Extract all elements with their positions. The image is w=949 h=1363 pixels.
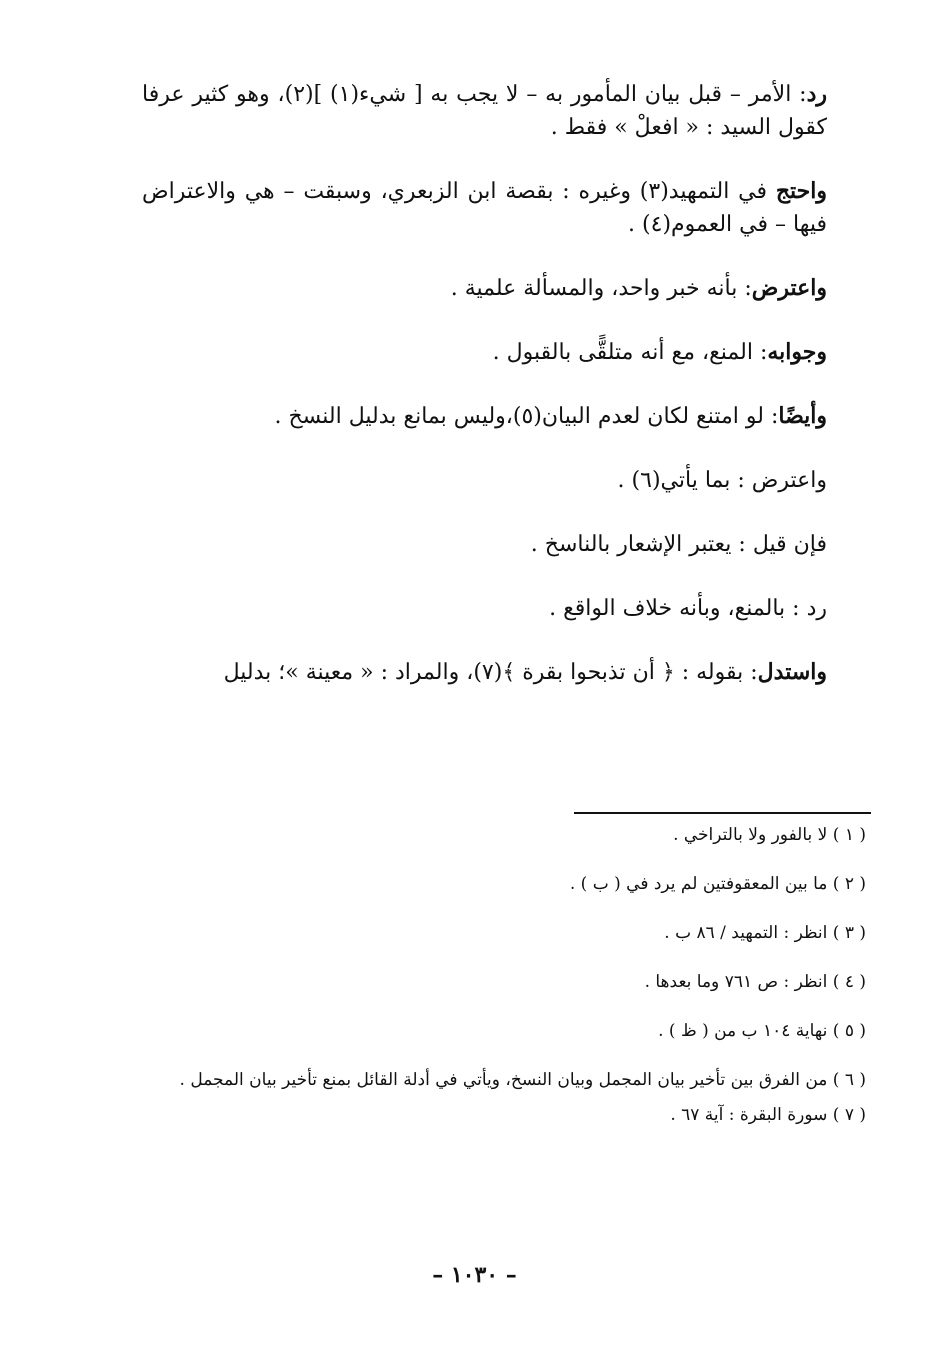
- paragraph: [142, 464, 827, 497]
- footnote: ( ١ ) لا بالفور ولا بالتراخي .: [673, 825, 866, 845]
- paragraph-text: رد : بالمنع، وبأنه خلاف الواقع .: [549, 596, 827, 621]
- footnote: ( ٢ ) ما بين المعقوفتين لم يرد في ( ب ) .: [569, 874, 866, 894]
- paragraph-lead-word: وجوابه: [767, 339, 827, 365]
- paragraph: [142, 336, 827, 369]
- paragraph-text: : بقوله : ﴿ أن تذبحوا بقرة ﴾(٧)، والمراد : « معينة »؛ بدليل: [223, 660, 758, 685]
- main-text: [142, 78, 827, 720]
- footnote: ( ٣ ) انظر : التمهيد / ٨٦ ب .: [664, 923, 866, 943]
- paragraph-text: : الأمر – قبل بيان المأمور به – لا يجب به [ شيء(١) ](٢)، وهو كثير عرفا كقول السيد : « افعلْ » فقط .: [142, 82, 827, 140]
- footnote-divider: [574, 812, 871, 814]
- paragraph: [142, 528, 827, 561]
- paragraph: [142, 272, 827, 305]
- paragraph-lead-word: واعترض: [751, 275, 827, 301]
- footnotes: [142, 822, 866, 1151]
- page-number: – ١٠٣٠ –: [432, 1262, 517, 1288]
- paragraph: [142, 400, 827, 433]
- paragraph-text: واعترض : بما يأتي(٦) .: [617, 468, 827, 493]
- paragraph-lead-word: واستدل: [757, 659, 827, 685]
- paragraph-text: في التمهيد(٣) وغيره : بقصة ابن الزبعري، وسبقت – هي والاعتراض فيها – في العموم(٤) .: [142, 179, 827, 237]
- paragraph: [142, 656, 827, 689]
- paragraph-lead-word: وأيضًا: [778, 403, 827, 429]
- paragraph: [142, 592, 827, 625]
- paragraph-text: فإن قيل : يعتبر الإشعار بالناسخ .: [530, 532, 827, 557]
- footnote: ( ٤ ) انظر : ص ٧٦١ وما بعدها .: [644, 972, 866, 992]
- paragraph-text: : بأنه خبر واحد، والمسألة علمية .: [450, 276, 752, 301]
- footnote: ( ٦ ) من الفرق بين تأخير بيان المجمل وبيان النسخ، ويأتي في أدلة القائل بمنع تأخير بيان المجمل .: [179, 1070, 866, 1090]
- paragraph-text: : لو امتنع لكان لعدم البيان(٥)،وليس بمانع بدليل النسخ .: [274, 404, 779, 429]
- paragraph-lead-word: واحتج: [775, 178, 827, 204]
- paragraph-lead-word: رد: [806, 81, 827, 107]
- paragraph: [142, 175, 827, 241]
- paragraph-text: : المنع، مع أنه متلقًّى بالقبول .: [492, 340, 768, 365]
- footnote: ( ٥ ) نهاية ١٠٤ ب من ( ظ ) .: [658, 1021, 866, 1041]
- footnote: ( ٧ ) سورة البقرة : آية ٦٧ .: [670, 1105, 866, 1125]
- paragraph: [142, 78, 827, 144]
